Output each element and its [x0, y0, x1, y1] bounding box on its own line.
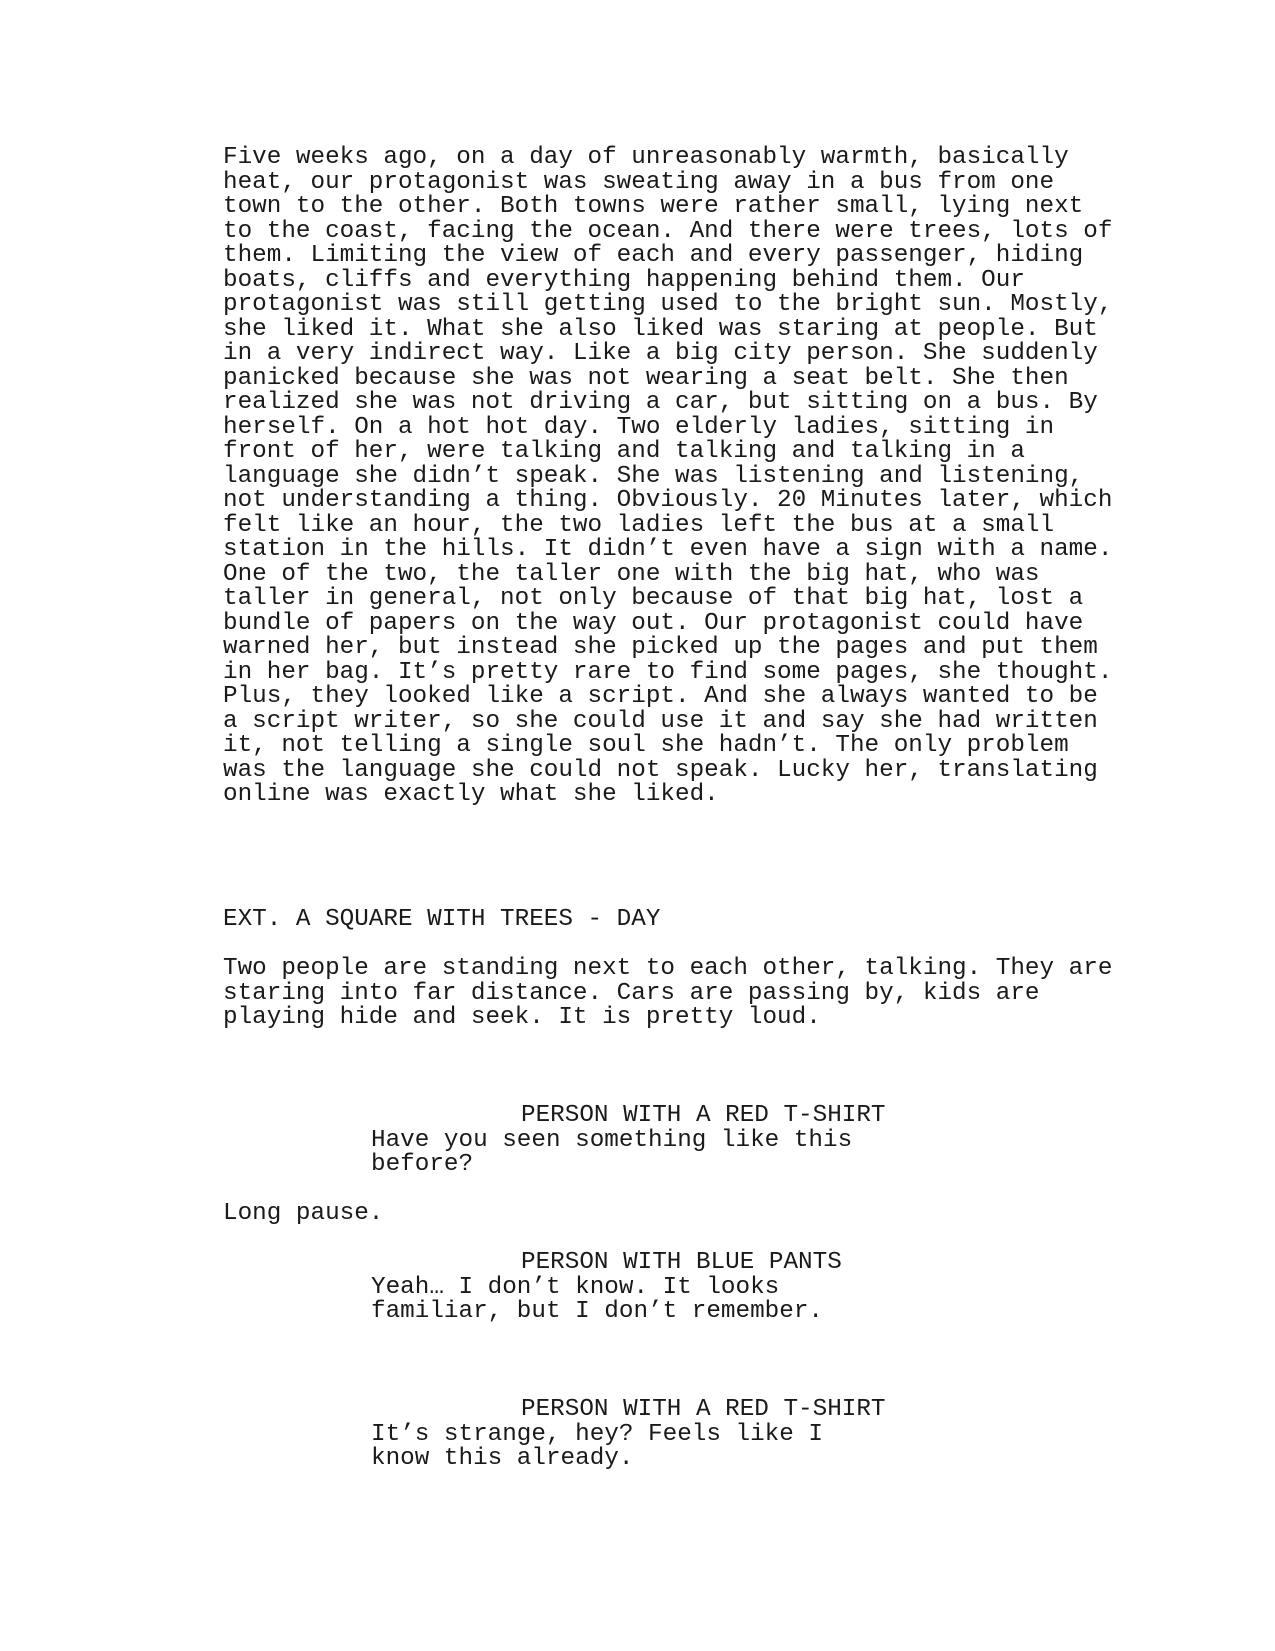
prose-line: taller in general, not only because of that big hat, lost a [223, 585, 1084, 612]
prose-line: she liked it. What she also liked was staring at people. But [223, 315, 1098, 343]
action-line: playing hide and seek. It is pretty loud. [223, 1004, 821, 1031]
prose-line: One of the two, the taller one with the big hat, who was [223, 560, 1040, 588]
prose-line: boats, cliffs and everything happening behind them. Our [223, 266, 1025, 294]
prose-line: heat, our protagonist was sweating away in a bus from one [223, 168, 1055, 196]
prose-line: them. Limiting the view of each and every passenger, hiding [223, 242, 1084, 269]
prose-line: language she didn’t speak. She was listening and listening, [223, 462, 1084, 490]
dialogue-line: before? [371, 1151, 474, 1178]
dialogue-line: It’s strange, hey? Feels like I [371, 1420, 823, 1448]
prose-line: Plus, they looked like a script. And she always wanted to be [223, 683, 1098, 710]
prose-line: station in the hills. It didn’t even have a sign with a name. [223, 536, 1113, 563]
prose-line: warned her, but instead she picked up the pages and put them [223, 634, 1098, 661]
prose-line: online was exactly what she liked. [223, 781, 719, 808]
prose-line: realized she was not driving a car, but sitting on a bus. By [223, 389, 1098, 416]
prose-line: not understanding a thing. Obviously. 20 Minutes later, which [223, 487, 1113, 514]
prose-line: to the coast, facing the ocean. And there were trees, lots of [223, 217, 1113, 245]
character-name: PERSON WITH A RED T-SHIRT [521, 1396, 886, 1423]
prose-line: Five weeks ago, on a day of unreasonably warmth, basically [223, 144, 1069, 171]
character-name: PERSON WITH BLUE PANTS [521, 1249, 842, 1276]
action-line: Long pause. [223, 1200, 384, 1227]
prose-line: bundle of papers on the way out. Our protagonist could have [223, 609, 1084, 637]
prose-line: protagonist was still getting used to the bright sun. Mostly, [223, 291, 1113, 318]
prose-line: it, not telling a single soul she hadn’t. The only problem [223, 732, 1069, 759]
prose-line: in a very indirect way. Like a big city person. She suddenly [223, 340, 1098, 367]
prose-line: herself. On a hot hot day. Two elderly ladies, sitting in [223, 413, 1055, 441]
prose-line: was the language she could not speak. Lucky her, translating [223, 756, 1098, 784]
character-name: PERSON WITH A RED T-SHIRT [521, 1102, 886, 1129]
scene-heading: EXT. A SQUARE WITH TREES - DAY [223, 906, 661, 933]
action-line: staring into far distance. Cars are passing by, kids are [223, 979, 1040, 1007]
prose-line: panicked because she was not wearing a seat belt. She then [223, 364, 1069, 392]
dialogue-line: Have you seen something like this [371, 1126, 853, 1154]
prose-line: a script writer, so she could use it and say she had written [223, 707, 1098, 735]
prose-line: front of her, were talking and talking and talking in a [223, 438, 1025, 465]
dialogue-line: know this already. [371, 1445, 634, 1472]
prose-line: felt like an hour, the two ladies left the bus at a small [223, 511, 1055, 539]
dialogue-line: Yeah… I don’t know. It looks [371, 1273, 780, 1301]
dialogue-line: familiar, but I don’t remember. [371, 1298, 823, 1325]
prose-line: town to the other. Both towns were rather small, lying next [223, 193, 1084, 220]
action-line: Two people are standing next to each other, talking. They are [223, 955, 1113, 982]
prose-line: in her bag. It’s pretty rare to find some pages, she thought. [223, 658, 1113, 686]
